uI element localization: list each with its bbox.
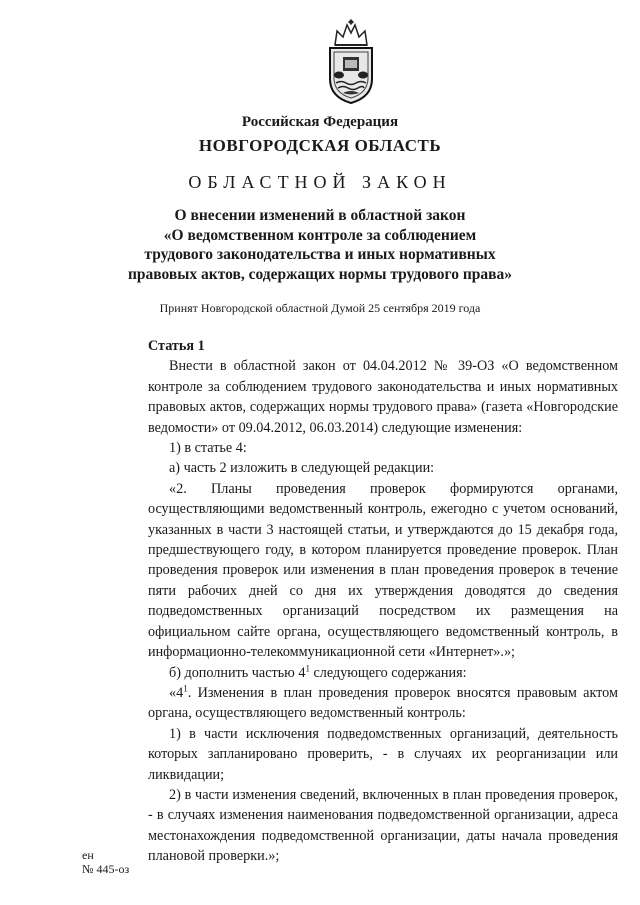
subitem-2: 2) в части изменения сведений, включенных в план проведения проверок, - в случаях изменения наименования подведомственной организации, адреса местонахождения подведомственной организации, даты начала проведения плановой проверки.»; [148, 786, 618, 865]
law-title-line: О внесении изменений в областной закон [174, 207, 466, 224]
executor-initials: ен [82, 848, 94, 862]
law-title-line: «О ведомственном контроле за соблюдением [163, 226, 477, 244]
federation-heading: Российская Федерация [241, 114, 399, 130]
subitem-1: 1) в части исключения подведомственных организаций, деятельность которых запланировано проверить, - в случаях их реорганизации или ликвидации; [148, 725, 618, 783]
law-title-line: трудового законодательства и иных нормативных [144, 246, 496, 263]
adoption-note: Принят Новгородской областной Думой 25 сентября 2019 года [159, 301, 481, 315]
region-heading: НОВГОРОДСКАЯ ОБЛАСТЬ [198, 136, 442, 155]
law-body [148, 336, 618, 867]
quoted-part-4-1: «$4^1$. Изменения в план проведения проверок вносятся правовым актом органа, осуществляющего ведомственный контроль: [148, 683, 618, 722]
document-footer [82, 848, 129, 876]
coat-of-arms-emblem [321, 17, 381, 107]
quoted-part-2: «2. Планы проведения проверок формируются органами, осуществляющими ведомственный контроль, ежегодно с учетом оснований, указанных в части 3 настоящей статьи, и утверждаются до 15 декабря года, предшествующего году, в котором планируется проведение проверок. План проведения проверок или изменения в план проведения проверок в течение пяти рабочих дней со дня их утверждения доводятся до сведения подведомственных организаций посредством их размещения на официальном сайте органа, осуществляющего ведомственный контроль, в информационно-телекоммуникационной сети «Интернет».»; [148, 480, 618, 661]
law-type-heading: ОБЛАСТНОЙ ЗАКОН [188, 172, 452, 192]
document-number: № 445-оз [82, 862, 130, 876]
amendment-item-a: а) часть 2 изложить в следующей редакции: [169, 460, 435, 477]
article-intro: Внести в областной закон от 04.04.2012 № 39-ОЗ «О ведомственном контроле за соблюдением трудового законодательства и иных нормативных правовых актов, содержащих нормы трудового права» (газета «Новгородские ведомости» от 09.04.2012, 06.03.2014) следующие изменения: [148, 358, 618, 436]
coat-of-arms-icon [321, 17, 381, 107]
article-heading: Статья 1 [148, 338, 205, 354]
amendment-item-b: б) дополнить частью $4^1$ следующего содержания: [169, 662, 467, 681]
law-title-line: правовых актов, содержащих нормы трудового права» [127, 265, 513, 283]
law-title [0, 206, 640, 284]
amendment-item-1: 1) в статье 4: [169, 440, 247, 457]
